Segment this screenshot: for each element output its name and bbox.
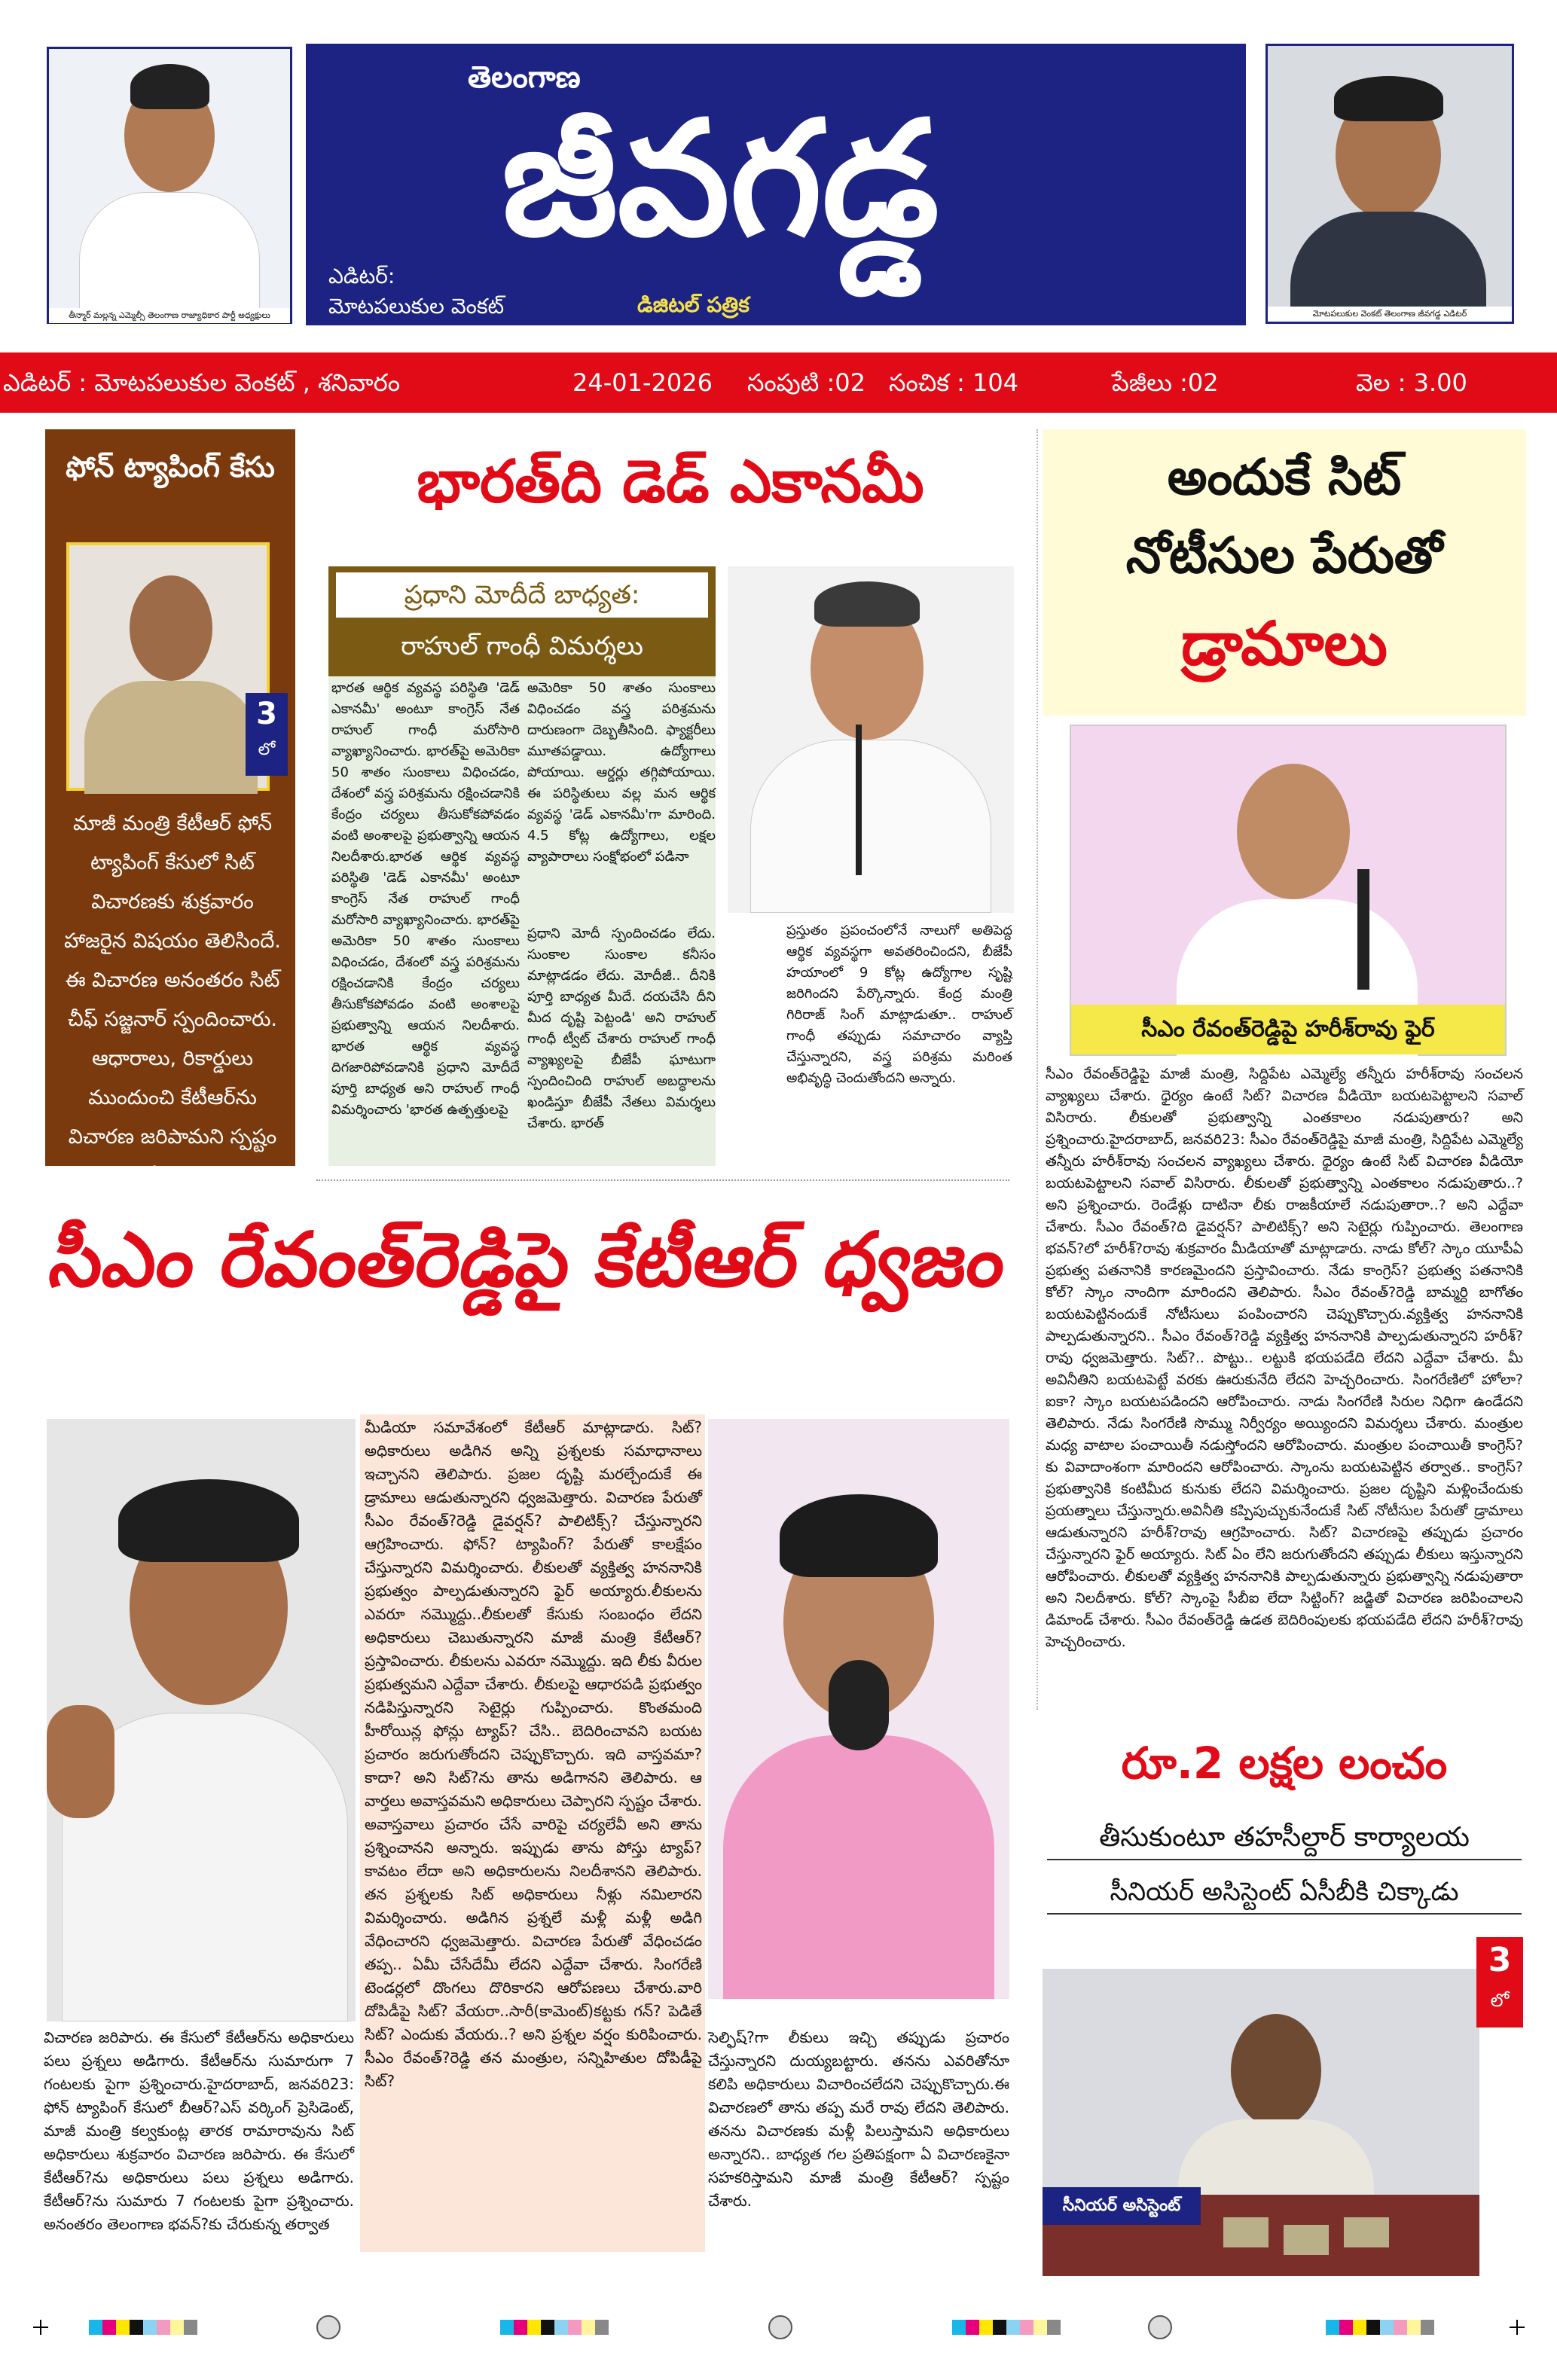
registration-target-3 [1148, 2315, 1172, 2339]
masthead-digital-label: డిజిటల్ పత్రిక [637, 292, 749, 317]
phone-tapping-page-badge[interactable]: 3 లో [246, 693, 288, 776]
masthead-banner [306, 44, 1246, 325]
sit-story-body: సీఎం రేవంత్‌రెడ్డిపై మాజీ మంత్రి, సిద్దిపేట ఎమ్మెల్యే తన్నీరు హరీశ్‌రావు సంచలన వ్యాఖ్యలు చేశారు. ధైర్యం ఉంటే సిట్? విచారణ వీడియో బయటపెట్టాలని సవాల్ విసిరారు. లీకులతో ప్రభుత్వాన్ని ఎంతకాలం నడుపుతారు? అని ప్రశ్నించారు.హైదరాబాద్, జనవరి23: సీఎం రేవంత్‌రెడ్డిపై మాజీ మంత్రి, సిద్దిపేట ఎమ్మెల్యే తన్నీరు హరీశ్‌రావు సంచలన వ్యాఖ్యలు చేశారు. ధైర్యం ఉంటే సిట్ విచారణ వీడియో బయటపెట్టాలని సవాల్ విసిరారు. లీకులతో ప్రభుత్వాన్ని ఎంతకాలం నడుపుతారు..? అని ప్రశ్నించారు. రెండేళ్లు దాటినా లీకు రాజకీయాలే నడుపుతారా..? అని ఎద్దేవా చేశారు. సీఎం రేవంత్?ది డైవర్షన్? పాలిటిక్స్? అని సెటైర్లు గుప్పించారు. తెలంగాణ భవన్?లో హరీశ్?రావు శుక్రవారం మీడియాతో మాట్లాడారు. నాడు కోల్? స్కాం యూపీఏ ప్రభుత్వ పతనానికి కారణమైందని ప్రస్తావించారు. నేడు కాంగ్రెస్? ప్రభుత్వ పతనానికి కోల్? స్కాం నాందిగా మారిందని తెలిపారు. సీఎం రేవంత్?రెడ్డి బామ్మర్ది బాగోతం బయటపెట్టినందుకే నోటీసులు పంపించారని చెప్పుకొచ్చారు.వ్యక్తిత్వ హననానికి పాల్పడుతున్నారని.. సీఎం రేవంత్?రెడ్డి వ్యక్తిత్వ హననానికి పాల్పడుతున్నారని హరీశ్?రావు ధ్వజమెత్తారు. సిట్?.. పొట్టు.. లట్టుకి భయపడేది లేదని ఎద్దేవా చేశారు. మీ అవినీతిని బయటపెట్టే వరకు ఊరుకునేది లేదని హెచ్చరించారు. సింగరేణిలో హోలా? ఐకా? స్కాం బయటపడిందని ఆరోపించారు. నాడు సింగరేణి సిరుల నిధిగా ఉండేదని తెలిపారు. నేడు సింగరేణి సొమ్ము నిర్వీర్యం అయ్యిందని విమర్శలు చేశారు. మంత్రుల మధ్య వాటాల పంచాయితీ నడుస్తోందని ఆరోపించారు. మంత్రుల పంచాయితీ కాంగ్రెస్?కు వివాదాంశంగా మారిందని ఆరోపించారు. స్కాంను బయటపెట్టిన తర్వాత.. కాంగ్రెస్? ప్రభుత్వానికి కంటిమీద కునుకు లేదని విమర్శించారు. ప్రజల దృష్టిని మళ్లించేందుకు ప్రయత్నాలు చేస్తున్నారు.అవినీతి కప్పిపుచ్చుకునేందుకే సిట్ నోటీసుల పేరుతో డ్రామాలు ఆడుతున్నారని హరీశ్?రావు ఆగ్రహించారు. సిట్? విచారణపై తప్పుడు ప్రచారం చేస్తున్నారని ఫైర్ అయ్యారు. సిట్ ఏం లేని జరుగుతోందని తప్పుడు లీకులు ఇస్తున్నారని ఆరోపించారు. లీకులతో వ్యక్తిత్వ హననానికి పాల్పడుతున్నారు ప్రభుత్వాన్ని నడుపుతారా అని నిలదీశారు. కోల్? స్కాంపై సీబీఐ లేదా సిట్టింగ్? జడ్జితో విచారణ జరిపించాలని డిమాండ్ చేశారు. సీఎం రేవంత్‌రెడ్డి ఉడత బెదిరింపులకు భయపడేది లేదని హరీశ్?రావు హెచ్చరించారు. [1046, 1066, 1523, 1650]
economy-subhead-2: రాహుల్ గాంధీ విమర్శలు [401, 631, 643, 661]
info-issue: సంచిక : 104 [889, 368, 1019, 397]
registration-target-2 [768, 2315, 792, 2339]
masthead-editor-label: ఎడిటర్: [328, 264, 395, 288]
bribe-subhead-1: తీసుకుంటూ తహసీల్దార్ కార్యాలయ [1047, 1815, 1522, 1860]
economy-subhead-box [328, 566, 716, 676]
masthead-small-title: తెలంగాణ [468, 60, 581, 95]
bribe-photo-label: సీనియర్ అసిస్టెంట్ [1043, 2187, 1201, 2225]
info-volume: సంపుటి :02 [747, 368, 866, 397]
ktr-headline: సీఎం రేవంత్‌రెడ్డిపై కేటీఆర్ ధ్వజం [44, 1216, 1012, 1304]
info-editor: ఎడిటర్ : మోటపలుకుల వెంకట్ , శనివారం [3, 368, 400, 397]
bribe-page-badge[interactable]: 3 లో [1476, 1937, 1523, 2028]
economy-col-2: అమెరికా 50 శాతం సుంకాలు విధించడం వస్త్ర పరిశ్రమను దారుణంగా దెబ్బతీసింది. ఫ్యాక్టరీలు మూతపడ్డాయి. ఉద్యోగాలు పోయాయి. ఆర్డర్లు తగ్గిపోయాయి. ఈ పరిస్థితులు వల్ల మన ఆర్థిక వ్యవస్థ 'డెడ్ ఎకానమీ'గా మారింది. 4.5 కోట్ల ఉద్యోగాలు, లక్షల వ్యాపారాలు సంక్షోభంలో పడినా [527, 680, 716, 865]
info-date: 24-01-2026 [572, 368, 713, 397]
color-registration-strip-2 [500, 2320, 609, 2335]
ktr-photo [708, 1419, 1009, 1999]
economy-col-1: భారత ఆర్థిక వ్యవస్థ పరిస్థితి 'డెడ్ ఎకానమీ' అంటూ కాంగ్రెస్ నేత రాహుల్ గాంధీ మరోసారి వ్యాఖ్యానించారు. భారత్‌పై అమెరికా 50 శాతం సుంకాలు విధించడం, దేశంలో వస్త్ర పరిశ్రమను రక్షించడానికి కేంద్రం చర్యలు తీసుకోకపోవడం వంటి అంశాలపై ప్రభుత్వాన్ని ఆయన నిలదీశారు.భారత ఆర్థిక వ్యవస్థ పరిస్థితి 'డెడ్ ఎకానమీ' అంటూ కాంగ్రెస్ నేత రాహుల్ గాంధీ మరోసారి వ్యాఖ్యానించారు. భారత్‌పై అమెరికా 50 శాతం సుంకాలు విధించడం, దేశంలో వస్త్ర పరిశ్రమను రక్షించడానికి కేంద్రం చర్యలు తీసుకోకపోవడం వంటి అంశాలపై ప్రభుత్వాన్ని ఆయన నిలదీశారు. భారత ఆర్థిక వ్యవస్థ దిగజారిపోవడానికి ప్రధాని మోదీదే పూర్తి బాధ్యత అని రాహుల్ గాంధీ విమర్శించారు 'భారత ఉత్పత్తులపై [331, 680, 520, 1118]
left-portrait-photo [47, 47, 292, 324]
right-portrait-photo [1265, 44, 1514, 324]
officer-photo [66, 542, 270, 791]
economy-col-3: ప్రధాని మోదీ స్పందించడం లేదు. సుంకాల సుంకాల కనీసం మాట్లాడడం లేదు. మోదీజీ.. దీనికి పూర్తి బాధ్యత మీదే. దయచేసి దీని మీద దృష్టి పెట్టండి' అని రాహుల్ గాంధీ ట్వీట్ చేశారు రాహుల్ గాంధీ వ్యాఖ్యలపై బీజేపీ ఘాటుగా స్పందించింది రాహుల్ అబద్ధాలను ఖండిస్తూ బీజేపీ నేతలు విమర్శలు చేశారు. భారత్ [527, 926, 716, 1131]
sit-headline-3: డ్రామాలు [1181, 609, 1388, 679]
color-registration-strip-1 [89, 2320, 197, 2335]
economy-divider [316, 1179, 1009, 1181]
crop-mark-right [1510, 2320, 1525, 2335]
rahul-gandhi-photo [728, 566, 1014, 913]
ktr-mid-column: మీడియా సమావేశంలో కేటీఆర్ మాట్లాడారు. సిట్? అధికారులు అడిగిన అన్ని ప్రశ్నలకు సమాధానాలు ఇచ్చానని తెలిపారు. ప్రజల దృష్టి మరల్చేందుకే ఈ డ్రామాలు ఆడుతున్నారని ధ్వజమెత్తారు. విచారణ పేరుతో సీఎం రేవంత్?రెడ్డి డైవర్షన్? పాలిటిక్స్? చేస్తున్నారని ఆగ్రహించారు. ఫోన్? ట్యాపింగ్? పేరుతో కాలక్షేపం చేస్తున్నారని విమర్శించారు. లీకులతో వ్యక్తిత్వ హననానికి ప్రభుత్వం పాల్పడుతున్నారని ఫైర్ అయ్యారు.లీకులను ఎవరూ నమ్మొద్దు..లీకులతో కేసుకు సంబంధం లేదని అధికారులు చెబుతున్నారని మాజీ మంత్రి కేటీఆర్? ప్రస్తావించారు. లీకులను ఎవరూ నమ్మొద్దు. ఇది లీకు వీరుల ప్రభుత్వమని ఎద్దేవా చేశారు. లీకులపై ఆధారపడి ప్రభుత్వం నడిపిస్తున్నారని సెటైర్లు గుప్పించారు. కొంతమంది హీరోయిన్ల ఫోన్లు ట్యాప్? చేసి.. బెదిరించావని బయట ప్రచారం జరుగుతోందని చెప్పుకొచ్చారు. ఇది వాస్తవమా? కాదా? అని సిట్?ను తాను అడిగానని తెలిపారు. ఆ వార్తలు అవాస్తవమని అధికారులు చెప్పారని స్పష్టం చేశారు. అవాస్తవాలు ప్రచారం చేసే వారిపై చర్యలేవీ అని తాను ప్రశ్నించానని అన్నారు. ఇప్పుడు తాను పోస్తు ట్యాప్? కావటం లేదా అని అధికారులను నిలదీశానని తెలిపారు. తన ప్రశ్నలకు సిట్ అధికారులు నీళ్లు నమిలారని విమర్శించారు. అడిగిన ప్రశ్నలే మళ్లీ మళ్లీ అడిగి వేధించారని ధ్వజమెత్తారు. విచారణ పేరుతో వేధించడం తప్ప.. ఏమీ చేసేదేమీ లేదని ఎద్దేవా చేశారు. సింగరేణి టెండర్లలో దొంగలు దొరికారని ఆరోపణలు చేశారు.వారి దోపిడీపై సిట్? వేయరా..సారీ(కామెంట్)కట్టకు గన్? పెడితే సిట్? ఎందుకు వేయరు..? అని ప్రశ్నల వర్షం కురిపించారు. సీఎం రేవంత్?రెడ్డి తన మంత్రుల, సన్నిహితుల దోపిడీపై సిట్? [365, 1418, 702, 2090]
right-portrait-caption: మోటపలుకుల వెంకట్ తెలంగాణ జీవగడ్డ ఎడిటర్ [1268, 307, 1512, 322]
ktr-left-column: విచారణ జరిపారు. ఈ కేసులో కేటీఆర్‌ను అధికారులు పలు ప్రశ్నలు అడిగారు. కేటీఆర్‌ను సుమారుగా 7 గంటలకు పైగా ప్రశ్నించారు.హైదరాబాద్, జనవరి23: ఫోన్ ట్యాపింగ్ కేసులో బీఆర్?ఎస్ వర్కింగ్ ప్రెసిడెంట్, మాజీ మంత్రి కల్వకుంట్ల తారక రామారావును సిట్ అధికారులు శుక్రవారం విచారణ జరిపారు. ఈ కేసులో కేటీఆర్?ను అధికారులు పలు ప్రశ్నలు అడిగారు. కేటీఆర్?ను సుమారు 7 గంటలకు పైగా ప్రశ్నించారు. అనంతరం తెలంగాణ భవన్?కు చేరుకున్న తర్వాత [44, 2028, 354, 2233]
crop-mark-left [33, 2320, 48, 2335]
phone-tapping-box [45, 429, 295, 1188]
harish-rao-caption: సీఎం రేవంత్‌రెడ్డిపై హరీశ్‌రావు ఫైర్ [1071, 1005, 1505, 1054]
left-portrait-caption: తీన్మార్ మల్లన్న ఎమ్మెల్సీ తెలంగాణ రాజ్యాధికార పార్టీ అధ్యక్షులు [49, 308, 290, 323]
info-bar [0, 352, 1557, 413]
color-registration-strip-4 [1326, 2320, 1434, 2335]
economy-subhead-1: ప్రధాని మోదీదే బాధ్యత: [336, 572, 708, 618]
sit-headline-1: అందుకే సిట్ [1167, 448, 1402, 506]
ktr-right-column: సెల్ఫిష్?గా లీకులు ఇచ్చి తప్పుడు ప్రచారం చేస్తున్నారని దుయ్యబట్టారు. తనను ఎవరితోనూ కలిపి అధికారులు విచారించలేదని చెప్పుకొచ్చారు.ఈ విచారణలో తాను తప్ప మరే రావు లేదని తెలిపారు. తనను విచారణకు మళ్లీ పిలుస్తామని అధికారులు అన్నారని.. బాధ్యత గల ప్రతిపక్షంగా ఏ విచారణకైనా సహకరిస్తామని మాజీ మంత్రి కేటీఆర్? స్పష్టం చేశారు. [708, 2028, 1009, 2210]
info-pages: పేజీలు :02 [1112, 368, 1219, 397]
revanth-reddy-photo [47, 1419, 356, 2021]
bribe-photo [1043, 1969, 1479, 2276]
phone-tapping-body: మాజీ మంత్రి కేటీఆర్ ఫోన్ ట్యాపింగ్ కేసులో సిట్ విచారణకు శుక్రవారం హాజరైన విషయం తెలిసిందే. ఈ విచారణ అనంతరం సిట్ చీఫ్ సజ్జనార్ స్పందించారు. ఆధారాలు, రికార్డులు ముందుంచి కేటీఆర్‌ను విచారణ జరిపామని స్పష్టం చేశారు. [64, 812, 281, 1188]
bribe-headline: రూ.2 లక్షల లంచం [1121, 1738, 1448, 1789]
info-price: వెల : 3.00 [1356, 368, 1467, 397]
bribe-subhead-2: సీనియర్ అసిస్టెంట్ ఏసీబీకి చిక్కాడు [1047, 1869, 1522, 1915]
economy-col-4: ప్రస్తుతం ప్రపంచంలోనే నాలుగో అతిపెద్ద ఆర్థిక వ్యవస్థగా అవతరించిందని, బీజేపీ హయాంలో 9 కోట్ల ఉద్యోగాల సృష్టి జరిగిందని పేర్కొన్నారు. కేంద్ర మంత్రి గిరిరాజ్ సింగ్ మాట్లాడుతూ.. రాహుల్ గాంధీ తప్పుడు సమాచారం వ్యాప్తి చేస్తున్నారని, వస్త్ర పరిశ్రమ మరింత అభివృద్ధి చెందుతోందని అన్నారు. [786, 923, 1012, 1086]
registration-target-1 [316, 2315, 340, 2339]
color-registration-strip-3 [952, 2320, 1061, 2335]
sit-headline-box [1043, 429, 1526, 716]
harish-rao-photo [1070, 725, 1507, 1056]
masthead-title: జీవగడ్డ [502, 87, 939, 271]
sit-headline-2: నోటీసుల పేరుతో [1125, 526, 1443, 584]
economy-headline: భారత్‌ది డెడ్ ఎకానమీ [417, 448, 924, 516]
masthead-editor-name: మోటపలుకుల వెంకట్ [328, 294, 505, 319]
phone-tapping-kicker: ఫోన్ ట్యాపింగ్ కేసు [66, 450, 275, 484]
